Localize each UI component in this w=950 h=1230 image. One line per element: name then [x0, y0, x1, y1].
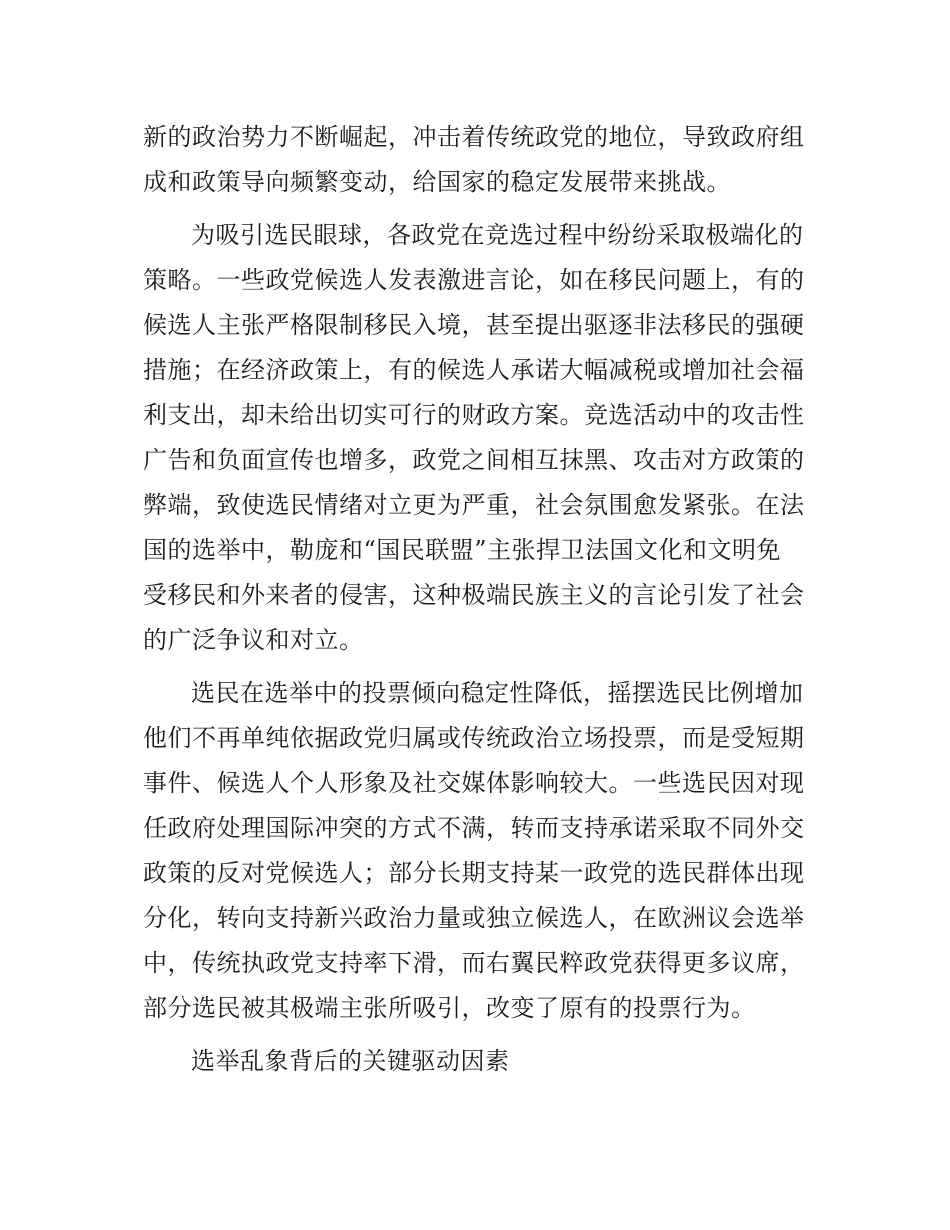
text-line: 任政府处理国际冲突的方式不满，转而支持承诺采取不同外交: [143, 814, 805, 842]
text-line: 政策的反对党候选人；部分长期支持某一政党的选民群体出现: [143, 859, 805, 887]
text-line: 的广泛争议和对立。: [143, 626, 364, 654]
text-line: 弊端，致使选民情绪对立更为严重，社会氛围愈发紧张。在法: [143, 491, 805, 519]
text-line: 部分选民被其极端主张所吸引，改变了原有的投票行为。: [143, 994, 756, 1022]
text-line: 措施；在经济政策上，有的候选人承诺大幅减税或增加社会福: [143, 356, 805, 384]
text-line: 他们不再单纯依据政党归属或传统政治立场投票，而是受短期: [143, 724, 805, 752]
text-line: 广告和负面宣传也增多，政党之间相互抹黑、攻击对方政策的: [143, 446, 805, 474]
text-line: 新的政治势力不断崛起，冲击着传统政党的地位，导致政府组: [143, 123, 805, 151]
text-line: 事件、候选人个人形象及社交媒体影响较大。一些选民因对现: [143, 769, 805, 797]
text-line: 利支出，却未给出切实可行的财政方案。竞选活动中的攻击性: [143, 401, 805, 429]
text-line: 候选人主张严格限制移民入境，甚至提出驱逐非法移民的强硬: [143, 311, 805, 339]
text-line: 分化，转向支持新兴政治力量或独立候选人，在欧洲议会选举: [143, 904, 805, 932]
text-line: 国的选举中，勒庞和“国民联盟”主张捍卫法国文化和文明免: [143, 536, 782, 564]
section-heading: 选举乱象背后的关键驱动因素: [191, 1047, 510, 1075]
text-line: 受移民和外来者的侵害，这种极端民族主义的言论引发了社会: [143, 581, 805, 609]
text-line: 选民在选举中的投票倾向稳定性降低，摇摆选民比例增加: [191, 679, 804, 707]
text-line: 中，传统执政党支持率下滑，而右翼民粹政党获得更多议席，: [143, 949, 805, 977]
text-line: 为吸引选民眼球，各政党在竞选过程中纷纷采取极端化的: [191, 221, 804, 249]
text-line: 策略。一些政党候选人发表激进言论，如在移民问题上，有的: [143, 266, 805, 294]
text-line: 成和政策导向频繁变动，给国家的稳定发展带来挑战。: [143, 168, 731, 196]
